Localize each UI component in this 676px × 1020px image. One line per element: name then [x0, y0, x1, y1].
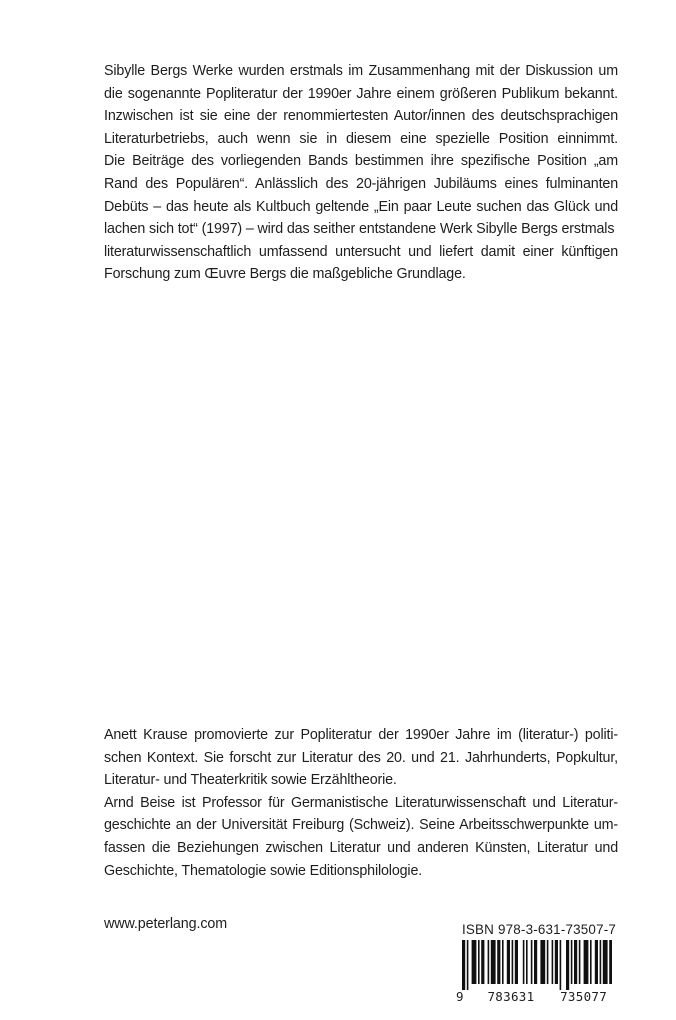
bio-line: Arnd Beise ist Professor für Germanistische Literaturwissenschaft und Literatur-: [104, 794, 618, 811]
barcode-bar: [540, 940, 545, 984]
blurb-text: [104, 60, 618, 286]
blurb-line: Rand des Populären“. Anlässlich des 20-jährigen Jubiläums eines fulminanten: [104, 175, 618, 192]
barcode-bar: [566, 940, 569, 990]
barcode-bar: [590, 940, 592, 984]
barcode-bar: [502, 940, 504, 984]
barcode-bar: [584, 940, 589, 984]
barcode-bar: [560, 940, 562, 990]
bio-line: Anett Krause promovierte zur Popliteratur der 1990er Jahre im (literatur-) politi-: [104, 727, 618, 743]
barcode-bar: [481, 940, 484, 984]
bio-line: Geschichte, Thematologie sowie Editionsphilologie.: [104, 862, 423, 879]
blurb-line: lachen sich tot“ (1997) – wird das seither entstandene Werk Sibylle Bergs erstmals: [104, 221, 615, 238]
bio-line: geschichte an der Universität Freiburg (Schweiz). Seine Arbeitsschwerpunkte um-: [104, 817, 618, 834]
barcode-digits: [456, 989, 607, 1004]
barcode-bar: [600, 940, 602, 984]
blurb-line: die sogenannte Popliteratur der 1990er Jahre einem größeren Publikum bekannt.: [104, 85, 618, 102]
barcode-bar: [603, 940, 608, 984]
barcode-bar: [595, 940, 598, 984]
publisher-url[interactable]: www.peterlang.com: [104, 916, 228, 932]
blurb-line: Inzwischen ist sie eine der renommiertesten Autor/innen des deutschsprachigen: [104, 108, 618, 125]
barcode-bar: [571, 940, 573, 984]
blurb-line: Sibylle Bergs Werke wurden erstmals im Zusammenhang mit der Diskussion um: [104, 63, 618, 79]
barcode-bar: [552, 940, 554, 984]
barcode-bar: [512, 940, 514, 984]
bio-line: fassen die Beziehungen zwischen Literatur und anderen Künsten, Literatur und: [104, 839, 618, 856]
barcode-bar: [497, 940, 500, 984]
barcode-bar: [534, 940, 537, 984]
blurb-line: Die Beiträge des vorliegenden Bands bestimmen ihre spezifische Position „am: [104, 153, 618, 170]
barcode-first-digit: 9: [456, 989, 464, 1004]
barcode-bar: [515, 940, 518, 984]
blurb-line: Forschung zum Œuvre Bergs die maßgebliche Grundlage.: [104, 266, 466, 283]
barcode-bar: [579, 940, 581, 984]
barcode-bar: [472, 940, 477, 984]
barcode-bar: [462, 940, 465, 990]
bio-line: Literatur- und Theaterkritik sowie Erzähltheorie.: [104, 772, 397, 789]
barcode-group-2: 735077: [560, 989, 608, 1004]
barcode-bar: [523, 940, 525, 984]
barcode-bar: [547, 940, 549, 984]
barcode-bar: [478, 940, 480, 984]
barcode-bar: [531, 940, 533, 984]
author-bio: [104, 724, 618, 882]
blurb-line: literaturwissenschaftlich umfassend untersucht und liefert damit einer künftigen: [104, 243, 618, 260]
blurb-line: Debüts – das heute als Kultbuch geltende „Ein paar Leute suchen das Glück und: [104, 198, 618, 215]
barcode-bar: [609, 940, 612, 984]
barcode-bar: [507, 940, 510, 984]
barcode-bar: [574, 940, 577, 984]
isbn-label: ISBN 978-3-631-73507-7: [462, 922, 617, 937]
barcode-bar: [555, 940, 558, 984]
barcode-icon: [462, 940, 612, 990]
barcode-bar: [526, 940, 528, 984]
barcode-bar: [488, 940, 490, 984]
barcode-bar: [467, 940, 469, 990]
blurb-line: Literaturbetriebs, auch wenn sie in diesem eine spezielle Position einnimmt.: [104, 130, 618, 147]
bio-line: schen Kontext. Sie forscht zur Literatur des 20. und 21. Jahrhunderts, Popkultur,: [104, 749, 618, 766]
barcode-group-1: 783631: [487, 989, 535, 1004]
barcode-bar: [491, 940, 496, 984]
